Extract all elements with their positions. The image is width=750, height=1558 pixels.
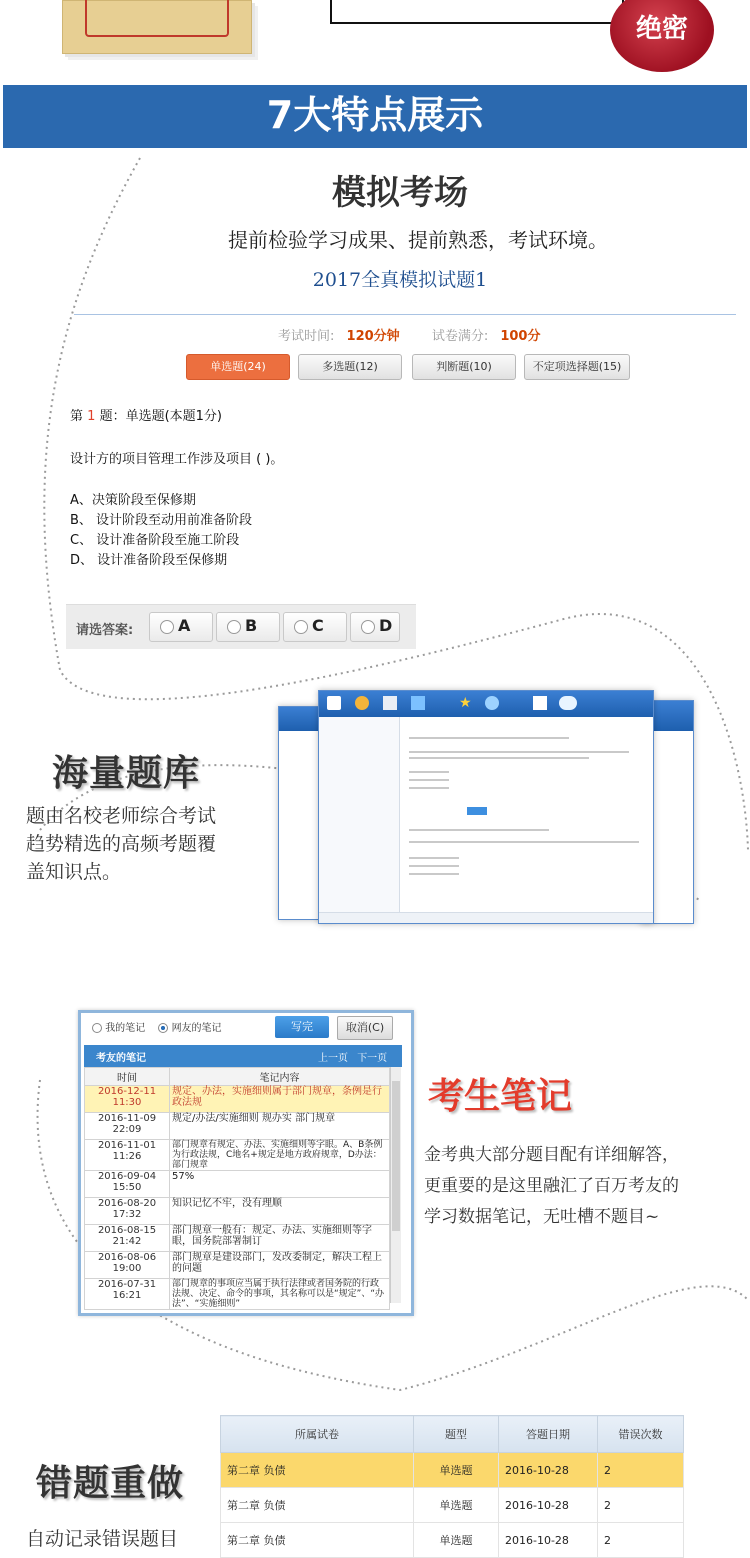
score-label: 试卷满分: [431, 329, 489, 344]
notes-pagination [318, 1049, 387, 1064]
question-type-label: 题：单选题(本题1分) [99, 409, 222, 424]
col-content: 笔记内容 [170, 1068, 390, 1086]
table-row[interactable] [85, 1225, 390, 1252]
notes-table [84, 1067, 390, 1310]
tab-single-choice[interactable]: 单选题(24) [186, 354, 290, 380]
radio-icon [160, 620, 174, 634]
table-cell: 知识记忆不牢，没有理顺 [170, 1198, 390, 1225]
table-cell [85, 1086, 170, 1113]
paper-card-graphic [330, 0, 624, 24]
question-prefix: 第 [70, 409, 84, 424]
radio-friends[interactable] [158, 1023, 221, 1034]
cell-text: 2016-12-11 [97, 1086, 157, 1097]
cell-text: 2016-11-09 [97, 1113, 157, 1124]
table-cell: 第二章 负债 [221, 1453, 414, 1488]
table-cell: 2 [598, 1453, 684, 1488]
prev-page-link[interactable]: 上一页 [318, 1053, 348, 1064]
app-screenshot-main: ★ [318, 690, 654, 924]
option-b-text: B、 设计阶段至动用前准备阶段 [70, 513, 253, 528]
answer-c-button[interactable] [283, 612, 347, 642]
cell-text: 21:42 [112, 1236, 142, 1247]
notes-section-title: 考生笔记 [428, 1076, 573, 1117]
notes-radio-group [92, 1019, 222, 1034]
answer-d-label: D [379, 616, 393, 635]
bank-desc-line: 盖知识点。 [26, 861, 122, 883]
radio-icon [294, 620, 308, 634]
bank-description [26, 802, 216, 886]
question-header [70, 405, 222, 424]
table-cell: 第二章 负债 [221, 1488, 414, 1523]
col-type: 题型 [414, 1416, 499, 1453]
table-row[interactable] [85, 1171, 390, 1198]
bank-section-title: 海量题库 [52, 753, 201, 794]
answer-b-button[interactable] [216, 612, 280, 642]
bank-desc-line: 趋势精选的高频考题覆 [26, 833, 217, 855]
notes-table-header [85, 1068, 390, 1086]
score-value: 100分 [500, 329, 541, 344]
cell-text: 2016-08-15 [97, 1225, 157, 1236]
table-cell: 2 [598, 1523, 684, 1558]
wrong-table-header [221, 1416, 684, 1453]
col-paper: 所属试卷 [221, 1416, 414, 1453]
answer-a-button[interactable] [149, 612, 213, 642]
col-date: 答题日期 [499, 1416, 598, 1453]
table-row[interactable] [85, 1140, 390, 1171]
col-time: 时间 [85, 1068, 170, 1086]
answer-d-button[interactable] [350, 612, 400, 642]
cell-text: 15:50 [112, 1182, 142, 1193]
write-done-button[interactable]: 写完 [275, 1016, 329, 1038]
cell-text: 2016-08-20 [97, 1198, 157, 1209]
radio-mine[interactable] [92, 1023, 145, 1034]
table-cell: 单选题 [414, 1488, 499, 1523]
table-cell: 第二章 负债 [221, 1523, 414, 1558]
notes-scrollbar[interactable] [390, 1067, 401, 1303]
table-cell [85, 1225, 170, 1252]
cell-text: 11:26 [112, 1151, 142, 1162]
table-row[interactable] [85, 1252, 390, 1279]
cell-text: 2016-07-31 [97, 1279, 157, 1290]
table-row[interactable] [221, 1488, 684, 1523]
answer-label: 请选答案: [76, 623, 134, 638]
question-text: 设计方的项目管理工作涉及项目 ( )。 [70, 452, 284, 467]
answer-c-label: C [312, 616, 324, 635]
table-row[interactable] [85, 1086, 390, 1113]
table-cell: 部门规章一般有：规定、办法、实施细则等字眼，国务院部署制订 [170, 1225, 390, 1252]
radio-mine-label: 我的笔记 [105, 1023, 146, 1034]
envelope-graphic [62, 0, 252, 54]
table-cell [85, 1252, 170, 1279]
radio-icon [227, 620, 241, 634]
table-cell: 单选题 [414, 1453, 499, 1488]
table-cell: 规定、办法，实施细则属于部门规章，条例是行政法规 [170, 1086, 390, 1113]
cell-text: 17:32 [112, 1209, 142, 1220]
table-cell [85, 1279, 170, 1310]
time-label: 考试时间: [278, 329, 335, 344]
notes-desc-line: 学习数据笔记，无吐槽不题目~ [424, 1207, 660, 1227]
option-d-text: D、 设计准备阶段至保修期 [70, 553, 228, 568]
option-c-text: C、 设计准备阶段至施工阶段 [70, 533, 240, 548]
answer-a-label: A [178, 616, 191, 635]
table-cell: 规定/办法/实施细则 规办实 部门规章 [170, 1113, 390, 1140]
col-count: 错误次数 [598, 1416, 684, 1453]
cell-text: 16:21 [112, 1290, 142, 1301]
bank-desc-line: 题由名校老师综合考试 [26, 805, 217, 827]
title-divider [74, 314, 736, 315]
table-row[interactable] [85, 1279, 390, 1310]
cell-text: 2016-08-06 [97, 1252, 157, 1263]
tab-indefinite-choice[interactable]: 不定项选择题(15) [524, 354, 630, 380]
banner-title: 7大特点展示 [266, 93, 484, 137]
radio-icon [361, 620, 375, 634]
redo-section-title: 错题重做 [36, 1463, 185, 1504]
tab-multi-choice[interactable]: 多选题(12) [298, 354, 402, 380]
table-cell [85, 1171, 170, 1198]
table-row[interactable] [221, 1453, 684, 1488]
cell-text: 22:09 [112, 1124, 142, 1135]
table-cell: 2016-10-28 [499, 1523, 598, 1558]
redo-description: 自动记录错误题目 [26, 1528, 179, 1550]
next-page-link[interactable]: 下一页 [357, 1053, 388, 1064]
table-cell: 2016-10-28 [499, 1453, 598, 1488]
notes-panel-title: 考友的笔记 [96, 1053, 146, 1064]
table-cell: 部门规章有规定、办法、实施细则等字眼。A、B条例为行政法规，C地名+规定是地方政府规章，D办法：部门规章 [170, 1140, 390, 1171]
table-cell: 2 [598, 1488, 684, 1523]
cancel-button[interactable]: 取消(C) [337, 1016, 393, 1040]
notes-description [424, 1140, 679, 1233]
sim-section-title: 模拟考场 [332, 173, 468, 213]
table-cell [85, 1113, 170, 1140]
exam-title: 2017全真模拟试题1 [312, 269, 488, 291]
wax-seal-icon [610, 0, 714, 72]
tab-true-false[interactable]: 判断题(10) [412, 354, 516, 380]
table-cell [85, 1198, 170, 1225]
table-cell [85, 1140, 170, 1171]
question-number: 1 [87, 409, 96, 424]
notes-desc-line: 金考典大部分题目配有详细解答， [424, 1145, 679, 1165]
table-cell: 单选题 [414, 1523, 499, 1558]
table-cell: 2016-10-28 [499, 1488, 598, 1523]
answer-b-label: B [245, 616, 258, 635]
radio-friends-label: 网友的笔记 [171, 1023, 222, 1034]
cell-text: 11:30 [112, 1097, 142, 1108]
table-cell: 部门规章是建设部门，发改委制定，解决工程上的问题 [170, 1252, 390, 1279]
sim-subtitle: 提前检验学习成果、提前熟悉，考试环境。 [228, 228, 608, 252]
cell-text: 19:00 [112, 1263, 142, 1274]
wrong-questions-table [220, 1415, 684, 1558]
time-value: 120分钟 [346, 329, 400, 344]
table-cell: 部门规章的事项应当属于执行法律或者国务院的行政法规、决定、命令的事项，其名称可以是“规定”、“办法”、“实施细则” [170, 1279, 390, 1310]
option-a-text: A、决策阶段至保修期 [70, 493, 196, 508]
cell-text: 2016-11-01 [97, 1140, 157, 1151]
seal-text: 绝密 [635, 14, 688, 44]
table-cell: 57% [170, 1171, 390, 1198]
cell-text: 2016-09-04 [97, 1171, 157, 1182]
exam-meta [278, 325, 540, 344]
table-row[interactable] [221, 1523, 684, 1558]
table-row[interactable] [85, 1198, 390, 1225]
table-row[interactable] [85, 1113, 390, 1140]
notes-desc-line: 更重要的是这里融汇了百万考友的 [424, 1176, 679, 1196]
